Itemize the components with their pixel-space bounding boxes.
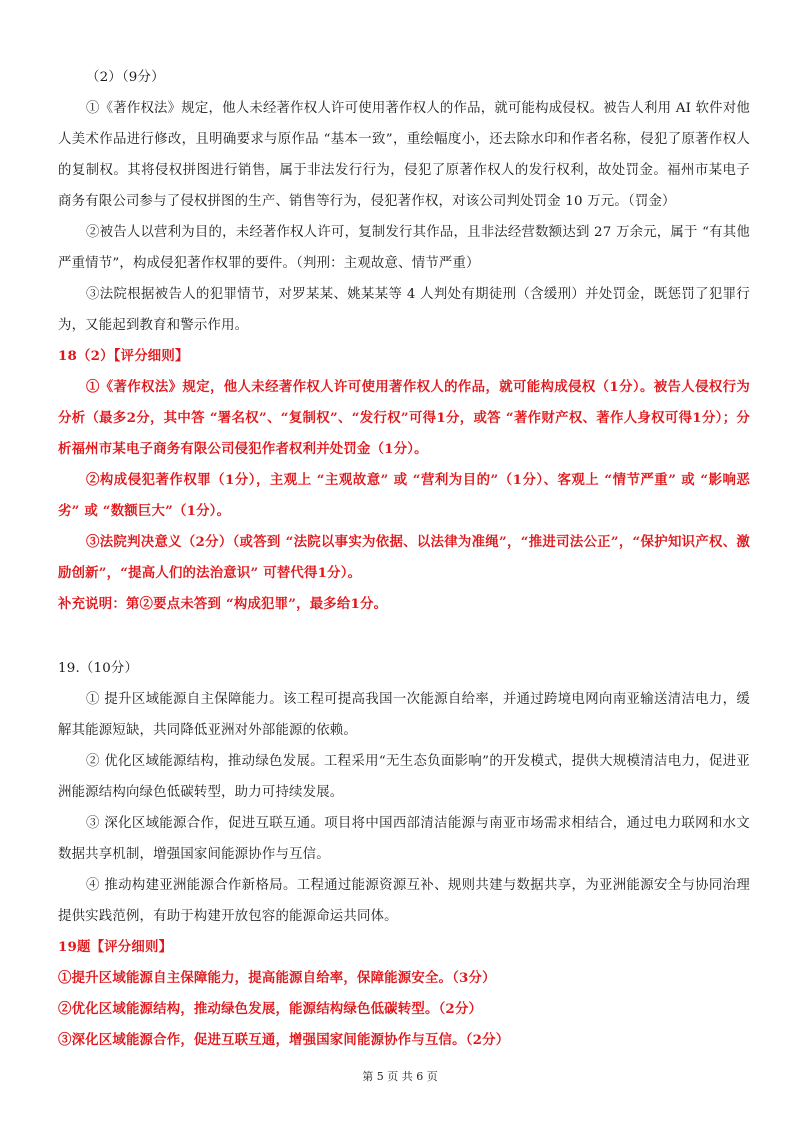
q19-rubric-point-3: ③深化区域能源合作，促进互联互通，增强国家间能源协作与互信。（2分） — [58, 1032, 510, 1048]
q18-rubric-point-2: ②构成侵犯著作权罪（1分），主观上 “主观故意” 或 “营利为目的”（1分）、客观上 “情节严重” 或 “影响恶劣” 或 “数额巨大”（1分）。 — [58, 472, 750, 519]
q18-answer-point-2: ②被告人以营利为目的，未经著作权人许可，复制发行其作品，且非法经营数额达到 27 万余元，属于 “有其他严重情节”，构成侵犯著作权罪的要件。（判刑：主观故意、情节严重） — [58, 225, 750, 271]
q18-header: （2）（9分） — [86, 70, 165, 85]
q19-rubric-point-2: ②优化区域能源结构，推动绿色发展，能源结构绿色低碳转型。（2分） — [58, 1001, 483, 1017]
q18-rubric-point-3: ③法院判决意义（2分）（或答到 “法院以事实为依据、以法律为准绳”，“推进司法公正”，“保护知识产权、激励创新”，“提高人们的法治意识” 可替代得1分）。 — [58, 534, 750, 581]
section-spacer — [58, 620, 750, 653]
q19-rubric-point-1: ①提升区域能源自主保障能力，提高能源自给率，保障能源安全。（3分） — [58, 970, 496, 986]
q19-header: 19.（10分） — [58, 661, 139, 676]
q18-rubric-point-1: ①《著作权法》规定，他人未经著作权人许可使用著作权人的作品，就可能构成侵权（1分）。被告人侵权行为分析（最多2分，其中答 “署名权”、“复制权”、“发行权”可得1分，或答 “著作财产权、著作人身权可得1分）；分析福州市某电子商务有限公司侵犯作者权利并处罚金（1分）。 — [58, 379, 750, 457]
q18-answer-point-3: ③法院根据被告人的犯罪情节，对罗某某、姚某某等 4 人判处有期徒刑（含缓刑）并处罚金，既惩罚了犯罪行为，又能起到教育和警示作用。 — [58, 287, 750, 333]
q19-answer-point-3: ③ 深化区域能源合作，促进互联互通。项目将中国西部清洁能源与南亚市场需求相结合，通过电力联网和水文数据共享机制，增强国家间能源协作与互信。 — [58, 816, 750, 862]
q18-answer-point-1: ①《著作权法》规定，他人未经著作权人许可使用著作权人的作品，就可能构成侵权。被告人利用 AI 软件对他人美术作品进行修改，且明确要求与原作品 “基本一致”，重绘幅度小，还去除水印和作者名称，侵犯了原著作权人的复制权。其将侵权拼图进行销售，属于非法发行行为，侵犯了原著作权人的发行权利，故处罚金。福州市某电子商务有限公司参与了侵权拼图的生产、销售等行为，侵犯著作权，对该公司判处罚金 10 万元。（罚金） — [58, 101, 750, 209]
q18-rubric-title: 18（2）【评分细则】 — [58, 348, 189, 364]
q19-answer-point-2: ② 优化区域能源结构，推动绿色发展。工程采用“无生态负面影响”的开发模式，提供大规模清洁电力，促进亚洲能源结构向绿色低碳转型，助力可持续发展。 — [58, 754, 750, 800]
q18-supplementary-note: 补充说明：第②要点未答到 “构成犯罪”，最多给1分。 — [58, 596, 388, 612]
q19-answer-point-4: ④ 推动构建亚洲能源合作新格局。工程通过能源资源互补、规则共建与数据共享，为亚洲能源安全与协同治理提供实践范例，有助于构建开放包容的能源命运共同体。 — [58, 878, 750, 924]
q19-rubric-title: 19题【评分细则】 — [58, 939, 173, 955]
document-page — [58, 62, 750, 1056]
q19-answer-point-1: ① 提升区域能源自主保障能力。该工程可提高我国一次能源自给率，并通过跨境电网向南亚输送清洁电力，缓解其能源短缺，共同降低亚洲对外部能源的依赖。 — [58, 692, 750, 738]
page-number-footer: 第 5 页 共 6 页 — [362, 1070, 438, 1083]
